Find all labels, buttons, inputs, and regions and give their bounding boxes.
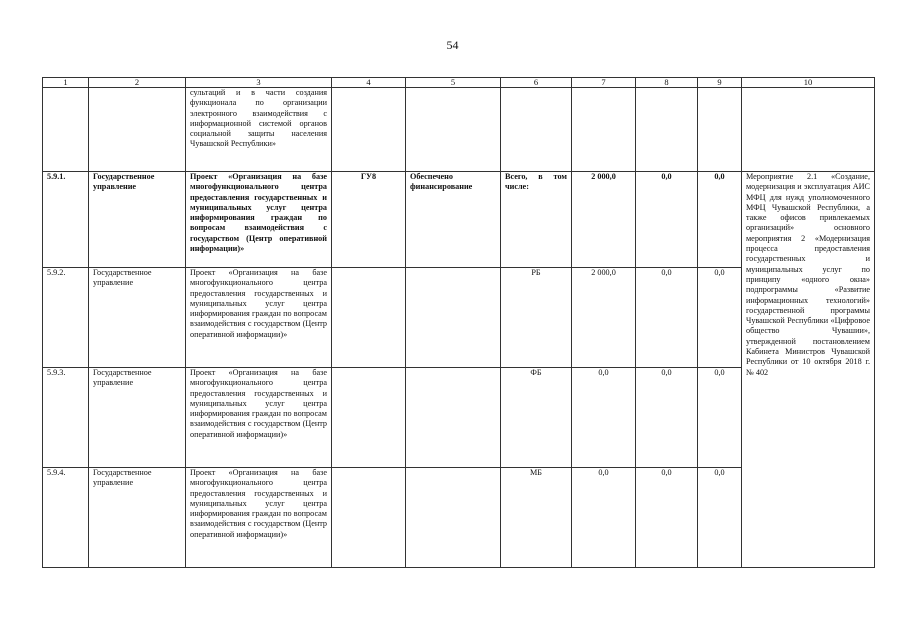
column-number: 5 xyxy=(406,78,501,88)
column-number: 10 xyxy=(742,78,875,88)
continuation-row xyxy=(43,88,875,172)
column-number: 4 xyxy=(332,78,406,88)
column-number: 7 xyxy=(572,78,636,88)
row-code: ГУ8 xyxy=(332,172,406,268)
row-number: 5.9.4. xyxy=(43,468,89,568)
row-value-3: 0,0 xyxy=(698,368,742,468)
row-value-2: 0,0 xyxy=(636,368,698,468)
row-result: Обеспечено финансирование xyxy=(406,172,501,268)
row-result xyxy=(406,368,501,468)
row-value-2: 0,0 xyxy=(636,468,698,568)
row-number: 5.9.1. xyxy=(43,172,89,268)
continuation-text: сультаций и в части создания функционала по организации электронного взаимодействия с информационной системой органов социальной защиты населения Чувашской Республики» xyxy=(186,88,332,172)
row-project: Проект «Организация на базе многофункционального центра предоставления государственных и муниципальных услуг центра информирования граждан по вопросам взаимодействия с государством (Центр оперативной информации)» xyxy=(186,368,332,468)
column-number: 2 xyxy=(89,78,186,88)
row-value-3: 0,0 xyxy=(698,268,742,368)
row-executor: Государственное управление xyxy=(89,468,186,568)
column-number: 8 xyxy=(636,78,698,88)
row-executor: Государственное управление xyxy=(89,172,186,268)
row-result xyxy=(406,468,501,568)
row-source: МБ xyxy=(501,468,572,568)
row-value-2: 0,0 xyxy=(636,268,698,368)
row-project: Проект «Организация на базе многофункционального центра предоставления государственных и муниципальных услуг центра информирования граждан по вопросам взаимодействия с государством (Центр оперативной информации)» xyxy=(186,468,332,568)
row-value-2: 0,0 xyxy=(636,172,698,268)
row-value-3: 0,0 xyxy=(698,468,742,568)
column-number: 3 xyxy=(186,78,332,88)
row-source: Всего, в том числе: xyxy=(501,172,572,268)
column-number: 6 xyxy=(501,78,572,88)
table-row xyxy=(43,172,875,268)
row-executor: Государственное управление xyxy=(89,368,186,468)
column-number-row xyxy=(43,78,875,88)
row-value-1: 2 000,0 xyxy=(572,268,636,368)
row-result xyxy=(406,268,501,368)
row-value-3: 0,0 xyxy=(698,172,742,268)
row-code xyxy=(332,368,406,468)
plan-table xyxy=(42,77,875,568)
row-note: Мероприятие 2.1 «Создание, модернизация и эксплуатация АИС МФЦ для нужд уполномоченного МФЦ Чувашской Республики, а также офисов привлекаемых организаций» основного мероприятия 2 «Модернизация процесса предоставления государственных и муниципальных услуг по принципу «одного окна» подпрограммы «Развитие информационных технологий» государственной программы Чувашской Республики «Цифровое общество Чувашии», утвержденной постановлением Кабинета Министров Чувашской Республики от 10 октября 2018 г. № 402 xyxy=(742,172,875,568)
row-source: РБ xyxy=(501,268,572,368)
column-number: 9 xyxy=(698,78,742,88)
row-code xyxy=(332,268,406,368)
row-number: 5.9.2. xyxy=(43,268,89,368)
row-code xyxy=(332,468,406,568)
row-number: 5.9.3. xyxy=(43,368,89,468)
row-value-1: 0,0 xyxy=(572,368,636,468)
row-value-1: 2 000,0 xyxy=(572,172,636,268)
page-number: 54 xyxy=(446,38,459,52)
row-value-1: 0,0 xyxy=(572,468,636,568)
row-source: ФБ xyxy=(501,368,572,468)
row-executor: Государственное управление xyxy=(89,268,186,368)
column-number: 1 xyxy=(43,78,89,88)
row-project: Проект «Организация на базе многофункционального центра предоставления государственных и муниципальных услуг центра информирования граждан по вопросам взаимодействия с государством (Центр оперативной информации)» xyxy=(186,268,332,368)
row-project: Проект «Организация на базе многофункционального центра предоставления государственных и муниципальных услуг центра информирования граждан по вопросам взаимодействия с государством (Центр оперативной информации)» xyxy=(186,172,332,268)
